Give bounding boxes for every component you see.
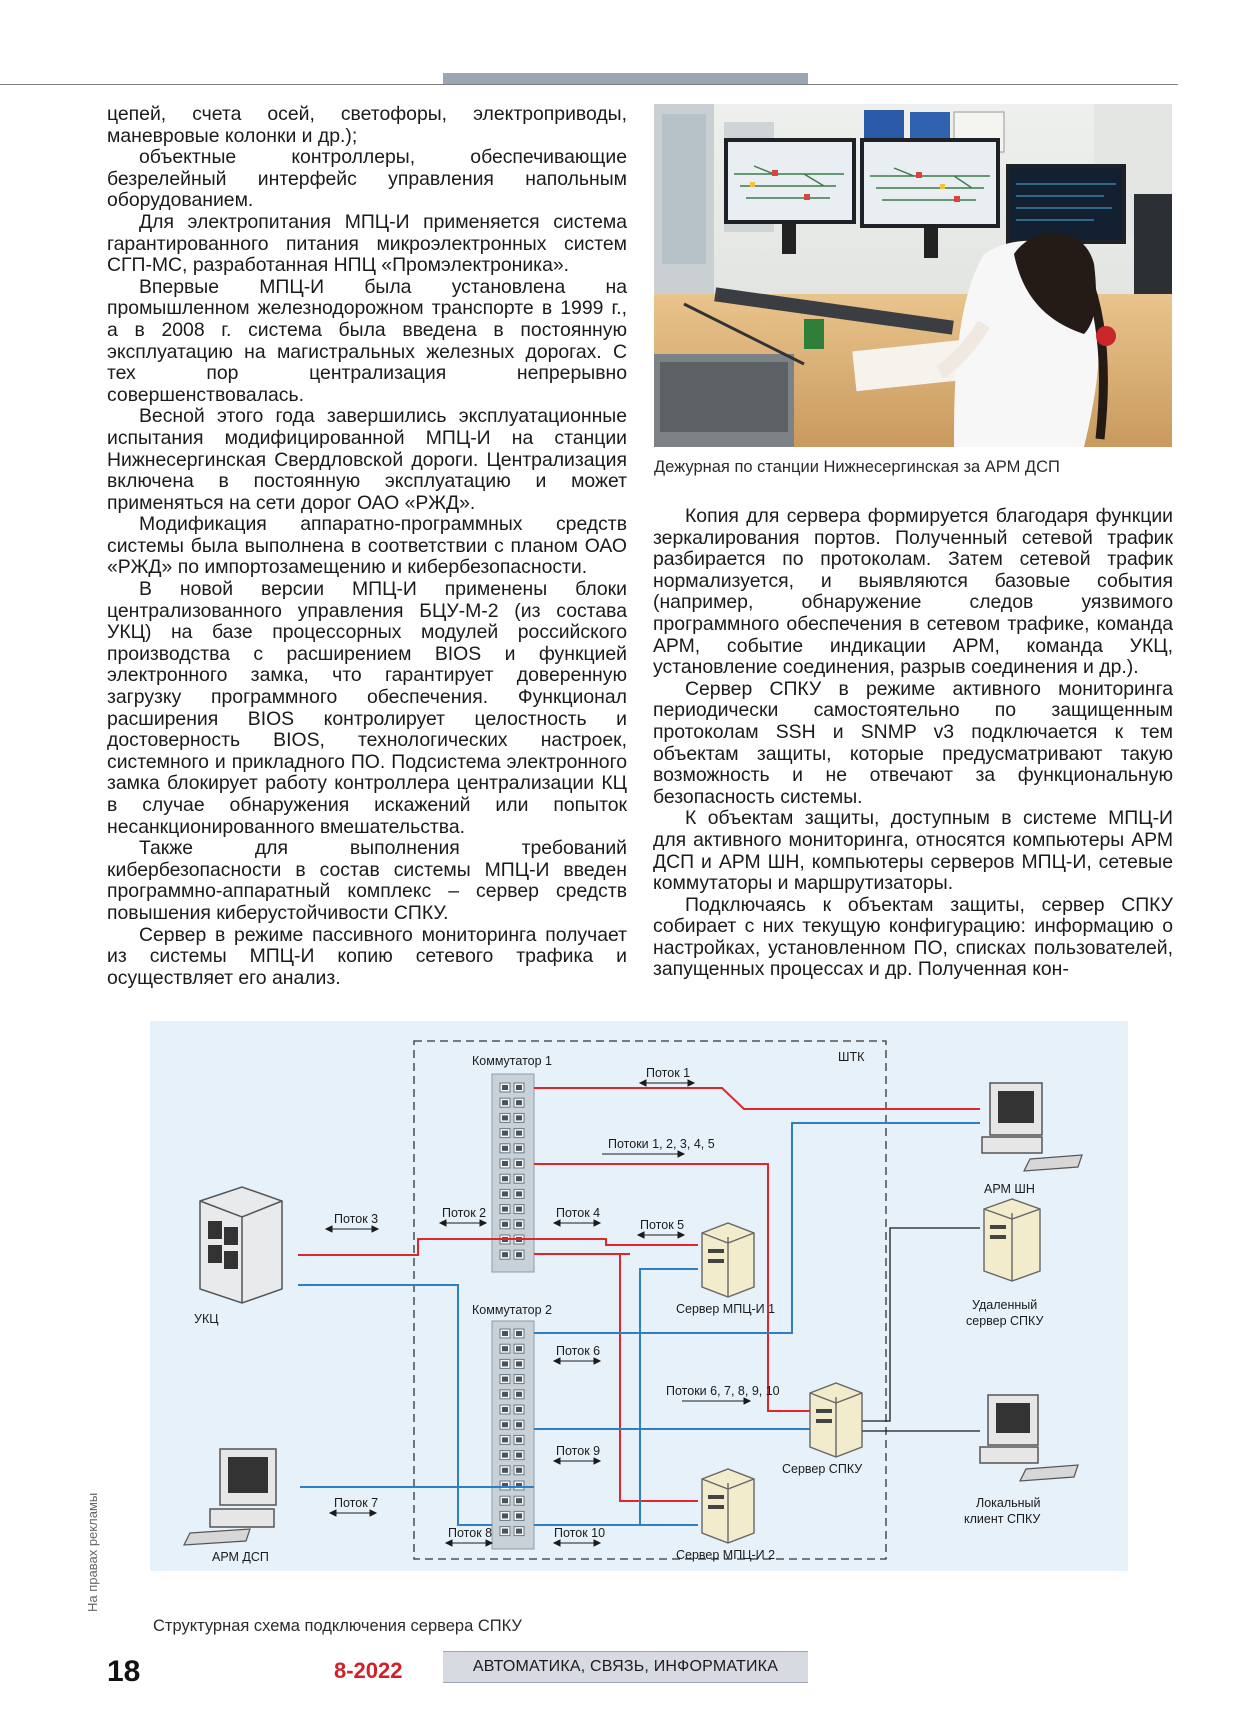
switch-port-jack [516, 1498, 522, 1503]
switch-2-label: Коммутатор 2 [472, 1303, 552, 1317]
switch-2 [492, 1321, 534, 1549]
switch-port-jack [516, 1146, 522, 1151]
flow-9-label: Поток 9 [556, 1444, 601, 1458]
switch-port-jack [502, 1453, 508, 1458]
page-number: 18 [107, 1655, 141, 1688]
paragraph: В новой версии МПЦ-И применены блоки централизованного управления БЦУ-М-2 (из состава УКЦ) на базе процессорных модулей российского производства с расширением BIOS и функцией электронного замка, что гарантирует доверенную загрузку программного обеспечения. Функционал расширения BIOS контролирует целостность и достоверность BIOS, технологических настроек, системного и прикладного ПО. Подсистема электронного замка блокирует работу контроллера централизации КЦ в случае обнаружения искажений или попыток несанкционированного вмешательства. [107, 578, 627, 838]
paragraph: объектные контроллеры, обеспечивающие безрелейный интерфейс управления напольным оборудованием. [107, 146, 627, 212]
ukc-icon [200, 1187, 282, 1303]
flow-10-label: Поток 10 [554, 1526, 606, 1540]
paragraph: К объектам защиты, доступным в системе МПЦ-И для активного мониторинга, относятся компьютеры АРМ ДСП и АРМ ШН, компьютеры серверов МПЦ-И, сетевые коммутаторы и маршрутизаторы. [653, 807, 1173, 895]
switch-port-jack [516, 1115, 522, 1120]
paragraph: Копия для сервера формируется благодаря функции зеркалирования портов. Полученный сетевой трафик разбирается по протоколам. Затем сетевой трафик нормализуется, и выявляются базовые события (например, обнаружение следов уязвимого программного обеспечения в сетевом трафике, команда АРМ, событие индикации АРМ, команда УКЦ, установление соединения, разрыв соединения и др.). [653, 505, 1173, 679]
left-text-column [107, 104, 627, 989]
photo-illustration [654, 104, 1172, 447]
switch-port-jack [502, 1161, 508, 1166]
switch-port-jack [502, 1131, 508, 1136]
switch-port-jack [516, 1468, 522, 1473]
switch-port-jack [516, 1100, 522, 1105]
remote-server-label-1: Удаленный [972, 1298, 1038, 1312]
paragraph: Сервер в режиме пассивного мониторинга получает из системы МПЦ-И копию сетевого трафика и осуществляет его анализ. [107, 923, 627, 989]
switch-port-jack [502, 1498, 508, 1503]
paragraph: Также для выполнения требований кибербезопасности в состав системы МПЦ-И введен программно-аппаратный комплекс – сервер средств повышения киберустойчивости СПКУ. [107, 837, 627, 924]
flows-1-5-label: Потоки 1, 2, 3, 4, 5 [608, 1137, 715, 1151]
switch-port-jack [516, 1131, 522, 1136]
paragraph: Сервер СПКУ в режиме активного мониторинга периодически самостоятельно по защищенным протоколам SSH и SNMP v3 подключается к тем объектам защиты, которые предусматривают такую возможность и не отвечают за функциональную безопасность системы. [653, 677, 1173, 808]
switch-port-jack [502, 1407, 508, 1412]
header-bar [443, 73, 808, 84]
switch-port-jack [516, 1392, 522, 1397]
switch-port-jack [516, 1377, 522, 1382]
switch-port-jack [516, 1513, 522, 1518]
issue-number: 8-2022 [334, 1658, 403, 1683]
remote-server-icon [984, 1199, 1040, 1281]
switch-port-jack [502, 1085, 508, 1090]
switch-port-jack [516, 1252, 522, 1257]
switch-port-jack [502, 1115, 508, 1120]
switch-port-jack [516, 1161, 522, 1166]
advertising-note: На правах рекламы [85, 1492, 100, 1612]
flow-2-label: Поток 2 [442, 1206, 487, 1220]
switch-port-jack [502, 1252, 508, 1257]
switch-port-jack [502, 1361, 508, 1366]
switch-port-jack [516, 1207, 522, 1212]
flows-6-10-label: Потоки 6, 7, 8, 9, 10 [666, 1384, 780, 1398]
flow-8-label: Поток 8 [448, 1526, 493, 1540]
flow-3-label: Поток 3 [334, 1212, 379, 1226]
server-spku-icon [810, 1383, 862, 1457]
switch-port-jack [516, 1176, 522, 1181]
switch-port-jack [502, 1331, 508, 1336]
switch-port-jack [516, 1453, 522, 1458]
remote-server-label-2: сервер СПКУ [966, 1314, 1044, 1328]
switch-port-jack [502, 1346, 508, 1351]
switch-port-jack [516, 1222, 522, 1227]
server-spku-label: Сервер СПКУ [782, 1462, 863, 1476]
flow-5-label: Поток 5 [640, 1218, 685, 1232]
flow-1-label: Поток 1 [646, 1066, 691, 1080]
paragraph: Модификация аппаратно-программных средств системы была выполнена в соответствии с планом ОАО «РЖД» по импортозамещению и кибербезопасности. [107, 513, 627, 579]
ukc-label: УКЦ [194, 1312, 219, 1326]
local-client-label-2: клиент СПКУ [964, 1512, 1041, 1526]
network-diagram [150, 1021, 1128, 1571]
switch-port-jack [502, 1437, 508, 1442]
switch-port-jack [502, 1377, 508, 1382]
switch-port-jack [502, 1529, 508, 1534]
paragraph: Для электропитания МПЦ-И применяется система гарантированного питания микроэлектронных систем СГП-МС, разработанная НПЦ «Промэлектроника». [107, 210, 627, 277]
switch-port-jack [516, 1085, 522, 1090]
switch-port-jack [516, 1361, 522, 1366]
photo-caption: Дежурная по станции Нижнесергинская за АРМ ДСП [654, 458, 1060, 476]
right-text-column [653, 506, 1173, 981]
switch-port-jack [516, 1191, 522, 1196]
switch-port-jack [502, 1422, 508, 1427]
journal-title: АВТОМАТИКА, СВЯЗЬ, ИНФОРМАТИКА [472, 1658, 779, 1675]
server-mpc1-icon [702, 1223, 754, 1297]
switch-port-jack [516, 1529, 522, 1534]
server-mpc2-icon [702, 1469, 754, 1543]
local-client-label-1: Локальный [976, 1496, 1041, 1510]
switch-1 [492, 1074, 534, 1272]
switch-port-jack [516, 1407, 522, 1412]
switch-port-jack [516, 1422, 522, 1427]
switch-port-jack [502, 1513, 508, 1518]
switch-port-jack [516, 1437, 522, 1442]
paragraph: Подключаясь к объектам защиты, сервер СПКУ собирает с них текущую конфигурацию: информацию о настройках, установленном ПО, списках пользователей, запущенных процессах и др. Полученная кон- [653, 893, 1173, 981]
footer-bar [443, 1651, 808, 1683]
flow-4-label: Поток 4 [556, 1206, 601, 1220]
switch-port-jack [502, 1222, 508, 1227]
switch-port-jack [516, 1331, 522, 1336]
switch-port-jack [502, 1100, 508, 1105]
switch-port-jack [502, 1468, 508, 1473]
server-mpc1-label: Сервер МПЦ-И 1 [676, 1302, 776, 1316]
switch-port-jack [502, 1191, 508, 1196]
diagram-caption: Структурная схема подключения сервера СПКУ [153, 1617, 522, 1635]
switch-port-jack [516, 1346, 522, 1351]
shtk-label: ШТК [838, 1050, 865, 1064]
switch-port-jack [502, 1207, 508, 1212]
switch-port-jack [502, 1392, 508, 1397]
flow-7-label: Поток 7 [334, 1496, 379, 1510]
arm-shn-label: АРМ ШН [984, 1182, 1035, 1196]
paragraph: Впервые МПЦ-И была установлена на промышленном железнодорожном транспорте в 1999 г., а в 2008 г. система была введена в постоянную эксплуатацию на магистральных железных дорогах. С тех пор централизация непрерывно совершенствовалась. [107, 275, 627, 406]
paragraph: Весной этого года завершились эксплуатационные испытания модифицированной МПЦ-И на станции Нижнесергинская Свердловской дороги. Централизация включена в постоянную эксплуатацию и может применяться на сети дорог ОАО «РЖД». [107, 405, 627, 514]
header-rule [0, 84, 1178, 85]
server-mpc2-label: Сервер МПЦ-И 2 [676, 1548, 776, 1562]
arm-dsp-label: АРМ ДСП [212, 1550, 269, 1564]
switch-port-jack [502, 1146, 508, 1151]
switch-1-label: Коммутатор 1 [472, 1054, 552, 1068]
paragraph: цепей, счета осей, светофоры, электроприводы, маневровые колонки и др.); [107, 103, 627, 147]
switch-port-jack [502, 1176, 508, 1181]
flow-6-label: Поток 6 [556, 1344, 601, 1358]
photo-operator-workstation [654, 104, 1172, 447]
